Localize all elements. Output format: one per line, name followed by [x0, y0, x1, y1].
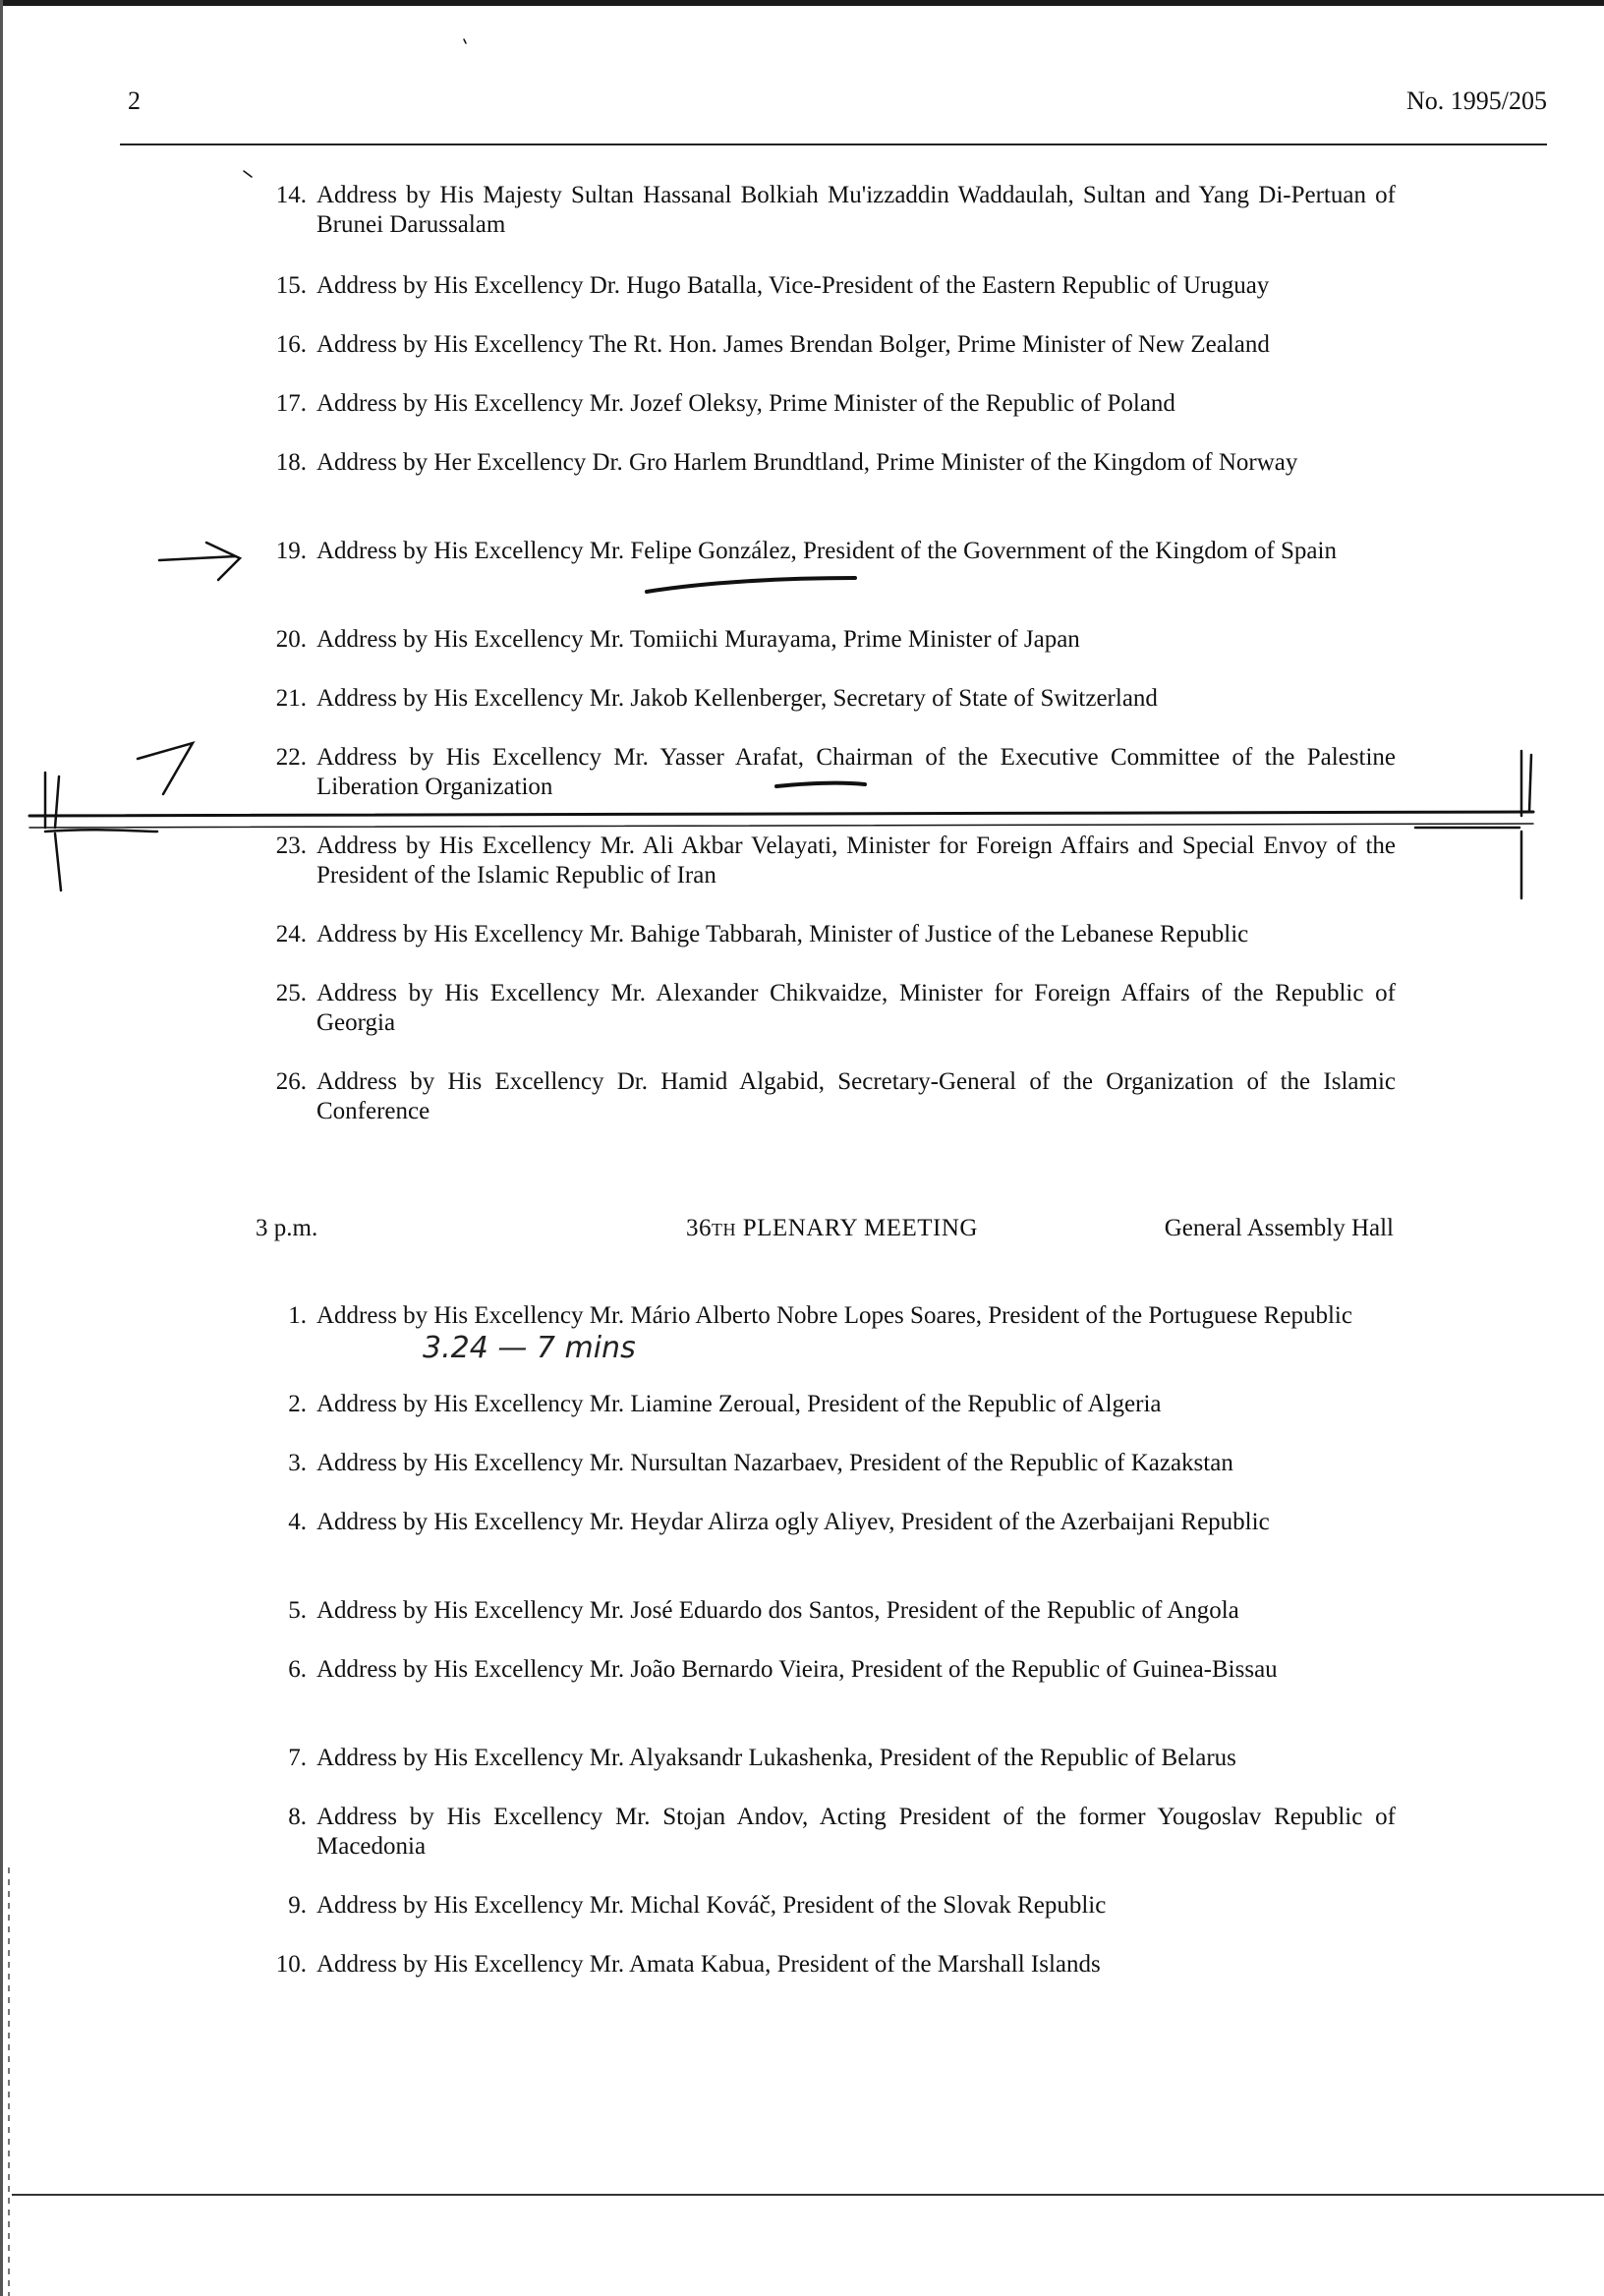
item-number: 21. — [275, 685, 307, 712]
arrow-mark-item-19 — [159, 543, 240, 580]
item-text: Address by His Excellency Dr. Hamid Algabid, Secretary-General of the Organization of the Islamic Conference — [316, 1068, 1396, 1124]
bracket-right-upper — [1521, 751, 1531, 816]
arrow-mark-item-22 — [138, 743, 193, 794]
item-text: Address by His Excellency Mr. José Eduardo dos Santos, President of the Republic of Angola — [316, 1597, 1239, 1624]
item-number: 3. — [288, 1450, 307, 1476]
item-number: 22. — [275, 744, 307, 771]
item-text: Address by His Excellency Mr. Jozef Oleksy, Prime Minister of the Republic of Poland — [316, 390, 1175, 417]
meeting-time: 3 p.m. — [256, 1215, 318, 1241]
item-text: Address by Her Excellency Dr. Gro Harlem Brundtland, Prime Minister of the Kingdom of Norway — [316, 449, 1298, 476]
stray-mark — [464, 39, 466, 43]
item-number: 10. — [275, 1951, 307, 1978]
item-text: Address by His Excellency Mr. Stojan Andov, Acting President of the former Yougoslav Republic of Macedonia — [316, 1804, 1396, 1860]
item-number: 4. — [288, 1509, 307, 1535]
item-text: Address by His Excellency Mr. Bahige Tabbarah, Minister of Justice of the Lebanese Republic — [316, 921, 1249, 947]
handwritten-note: 3.24 — 7 mins — [423, 1331, 636, 1365]
document-number: No. 1995/205 — [1406, 86, 1547, 115]
page-number: 2 — [128, 86, 141, 115]
item-number: 8. — [288, 1804, 307, 1830]
item-text: Address by His Excellency Mr. Alexander Chikvaidze, Minister for Foreign Affairs of the Republic of Georgia — [316, 980, 1396, 1036]
item-text: Address by His Excellency Mr. Michal Kováč, President of the Slovak Republic — [316, 1892, 1107, 1919]
item-text: Address by His Excellency The Rt. Hon. James Brendan Bolger, Prime Minister of New Zealand — [316, 331, 1270, 358]
bracket-left-upper — [45, 773, 59, 828]
meeting-place: General Assembly Hall — [1164, 1215, 1394, 1241]
item-text: Address by His Excellency Mr. Liamine Zeroual, President of the Republic of Algeria — [316, 1391, 1162, 1417]
tick-mark — [244, 171, 252, 177]
bracket-right-lower — [1415, 828, 1521, 898]
item-text: Address by His Excellency Mr. Amata Kabua, President of the Marshall Islands — [316, 1951, 1101, 1978]
item-number: 2. — [288, 1391, 307, 1417]
item-number: 25. — [275, 980, 307, 1006]
item-number: 26. — [275, 1068, 307, 1095]
item-number: 23. — [275, 832, 307, 859]
item-text: Address by His Excellency Mr. Nursultan Nazarbaev, President of the Republic of Kazakstan — [316, 1450, 1233, 1476]
item-text: Address by His Excellency Mr. Ali Akbar Velayati, Minister for Foreign Affairs and Special Envoy of the President of the Islamic Republic of Iran — [316, 832, 1396, 889]
item-number: 9. — [288, 1892, 307, 1919]
item-number: 16. — [275, 331, 307, 358]
item-number: 24. — [275, 921, 307, 947]
item-number: 20. — [275, 626, 307, 653]
item-number: 18. — [275, 449, 307, 476]
item-text: Address by His Excellency Mr. Mário Alberto Nobre Lopes Soares, President of the Portuguese Republic — [316, 1302, 1352, 1329]
item-number: 5. — [288, 1597, 307, 1624]
item-text: Address by His Majesty Sultan Hassanal Bolkiah Mu'izzaddin Waddaulah, Sultan and Yang Di-Pertuan of Brunei Darussalam — [316, 182, 1396, 238]
underline-gonzalez — [647, 578, 855, 592]
item-text: Address by His Excellency Mr. Yasser Arafat, Chairman of the Executive Committee of the Palestine Liberation Organization — [316, 744, 1396, 800]
meeting-title: 36th PLENARY MEETING — [686, 1215, 978, 1241]
item-number: 15. — [275, 272, 307, 299]
item-number: 17. — [275, 390, 307, 417]
item-text: Address by His Excellency Mr. Heydar Alirza ogly Aliyev, President of the Azerbaijani Republic — [316, 1509, 1270, 1535]
item-text: Address by His Excellency Mr. João Bernardo Vieira, President of the Republic of Guinea-Bissau — [316, 1656, 1278, 1683]
item-number: 7. — [288, 1745, 307, 1771]
item-number: 6. — [288, 1656, 307, 1683]
item-number: 1. — [288, 1302, 307, 1329]
item-number: 19. — [275, 538, 307, 564]
item-text: Address by His Excellency Dr. Hugo Batalla, Vice-President of the Eastern Republic of Uruguay — [316, 272, 1270, 299]
bracket-left-lower — [45, 830, 157, 890]
underline-arafat — [776, 783, 865, 786]
item-text: Address by His Excellency Mr. Felipe González, President of the Government of the Kingdom of Spain — [316, 538, 1337, 564]
separator-line-upper — [29, 812, 1533, 816]
item-text: Address by His Excellency Mr. Jakob Kellenberger, Secretary of State of Switzerland — [316, 685, 1158, 712]
item-text: Address by His Excellency Mr. Alyaksandr Lukashenka, President of the Republic of Belarus — [316, 1745, 1236, 1771]
footer-rule — [12, 2194, 1604, 2196]
item-number: 14. — [275, 182, 307, 208]
separator-line-lower — [29, 824, 1533, 828]
item-text: Address by His Excellency Mr. Tomiichi Murayama, Prime Minister of Japan — [316, 626, 1080, 653]
